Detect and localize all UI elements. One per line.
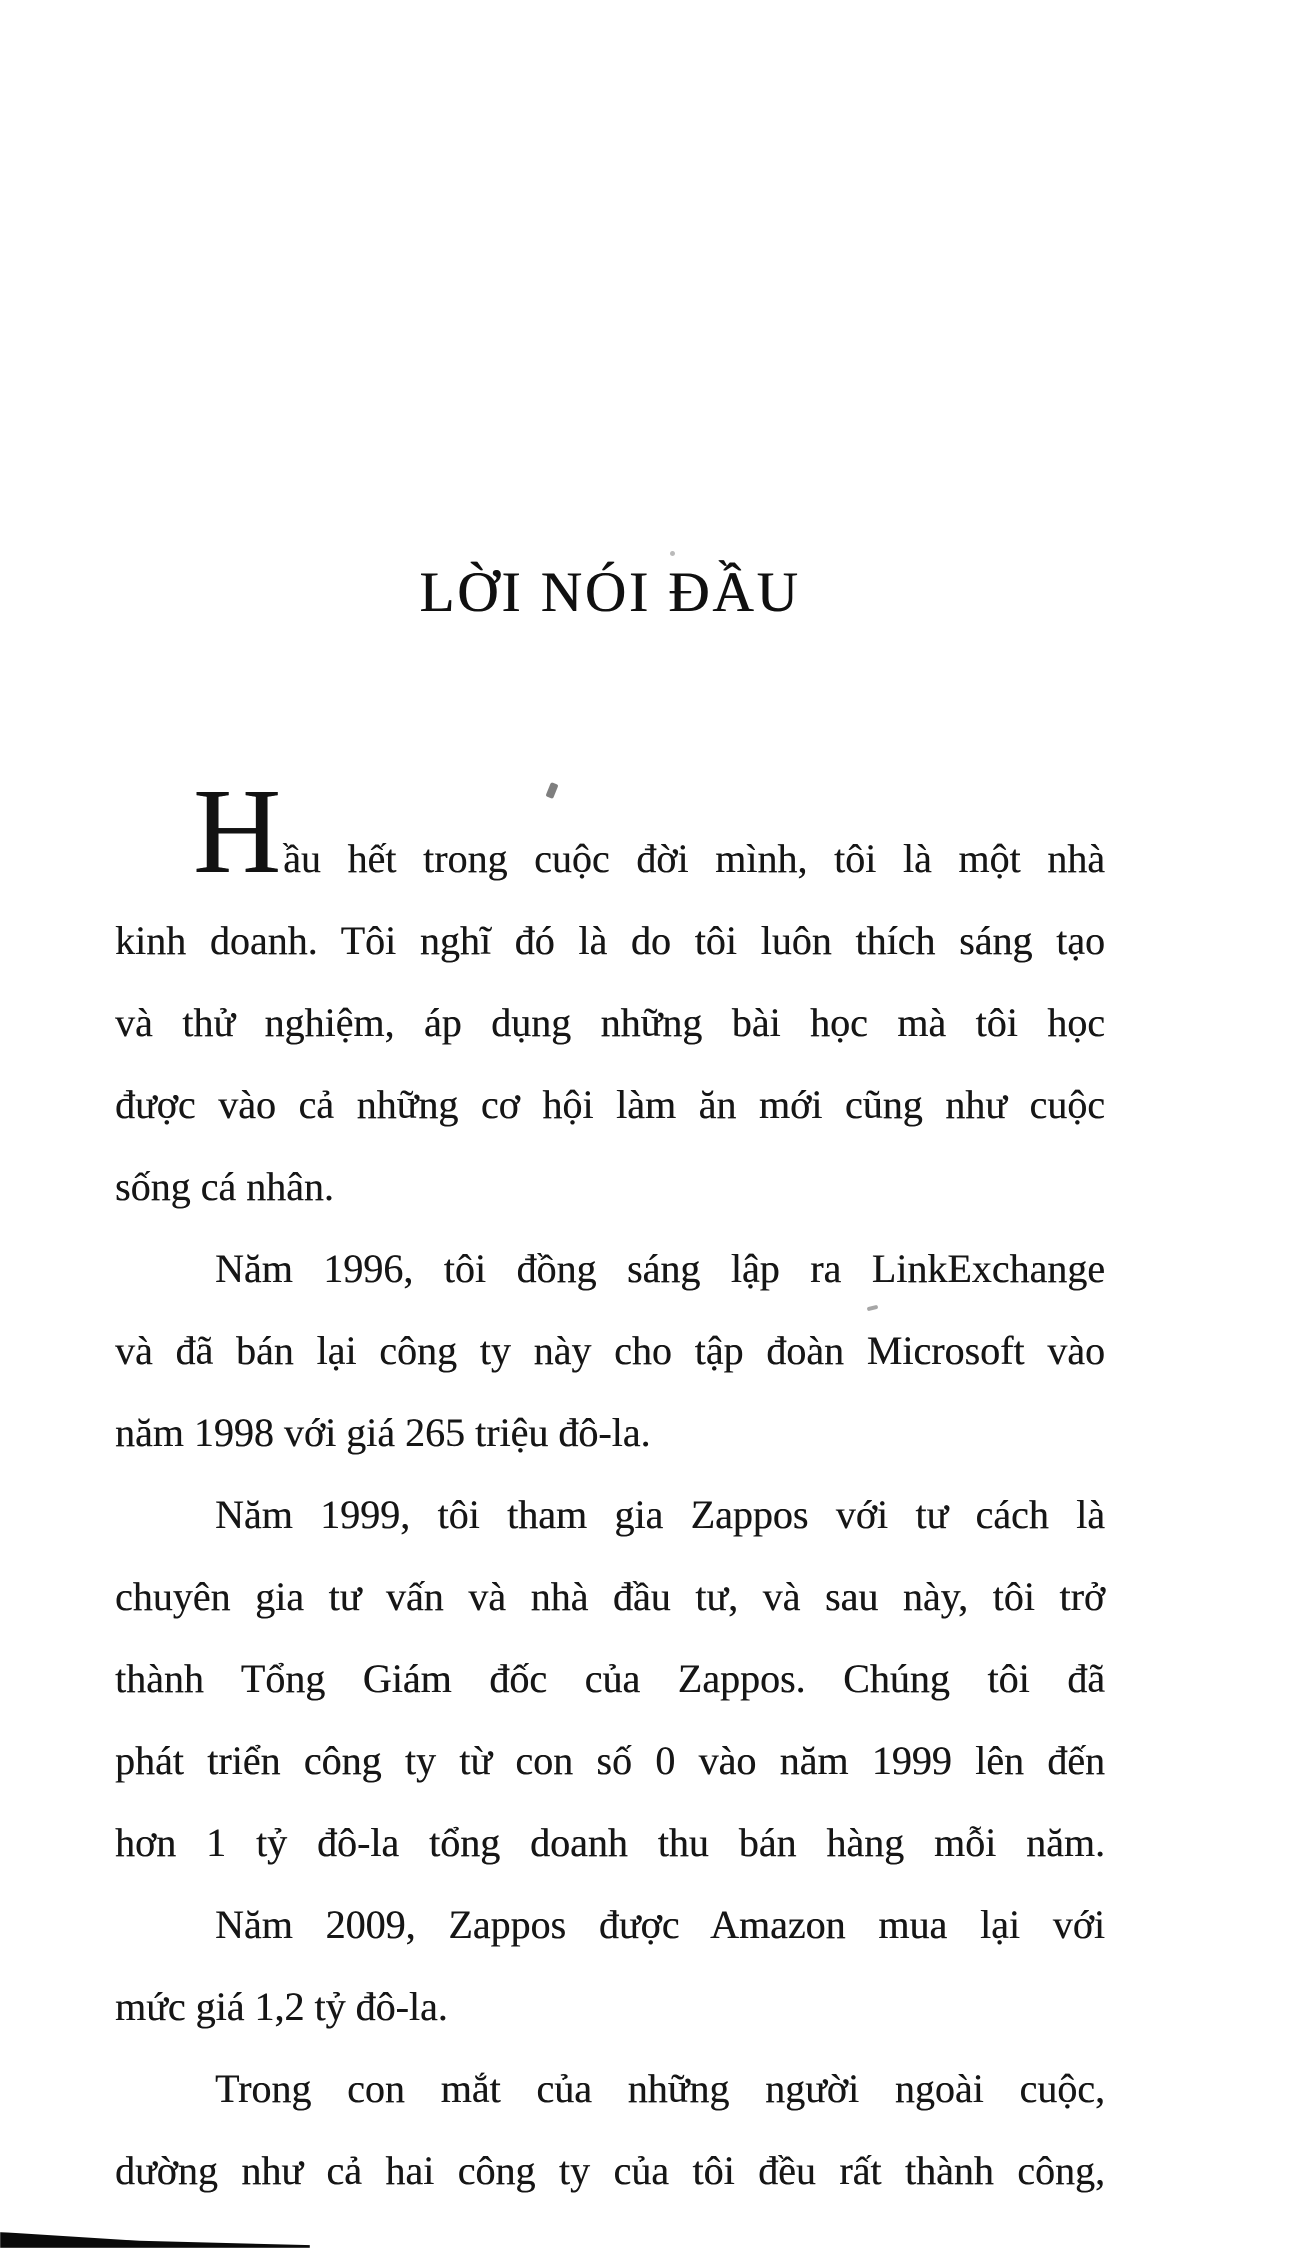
text-line: Hầu hết trong cuộc đời mình, tôi là một nhà — [193, 764, 1105, 899]
text-line: năm 1998 với giá 265 triệu đô-la. — [115, 1410, 651, 1455]
text-line: Năm 1999, tôi tham gia Zappos với tư cách là — [215, 1492, 1105, 1537]
text-line: chuyên gia tư vấn và nhà đầu tư, và sau này, tôi trở — [115, 1574, 1105, 1619]
text-line: mức giá 1,2 tỷ đô-la. — [115, 1984, 448, 2029]
text-line: phát triển công ty từ con số 0 vào năm 1999 lên đến — [115, 1738, 1105, 1783]
body-text — [115, 764, 1105, 2212]
text-line: hơn 1 tỷ đô-la tổng doanh thu bán hàng mỗi năm. — [115, 1820, 1105, 1865]
text-line: dường như cả hai công ty của tôi đều rất thành công, — [115, 2148, 1105, 2193]
scan-speck — [670, 551, 675, 556]
text-line: và đã bán lại công ty này cho tập đoàn Microsoft vào — [115, 1328, 1105, 1373]
text-line: Năm 2009, Zappos được Amazon mua lại với — [215, 1902, 1105, 1947]
text-line: Trong con mắt của những người ngoài cuộc, — [215, 2066, 1105, 2111]
text-line: được vào cả những cơ hội làm ăn mới cũng như cuộc — [115, 1082, 1105, 1127]
text-line: sống cá nhân. — [115, 1164, 334, 1209]
text-line: kinh doanh. Tôi nghĩ đó là do tôi luôn thích sáng tạo — [115, 918, 1105, 963]
text-line: thành Tổng Giám đốc của Zappos. Chúng tôi đã — [115, 1656, 1105, 1701]
scan-speck — [545, 782, 558, 799]
text-line: và thử nghiệm, áp dụng những bài học mà tôi học — [115, 1000, 1105, 1045]
text-line: Năm 1996, tôi đồng sáng lập ra LinkExchange — [215, 1246, 1105, 1291]
scan-gutter-shadow — [0, 2232, 310, 2248]
page-title: LỜI NÓI ĐẦU — [419, 561, 801, 624]
drop-cap: H — [193, 764, 284, 899]
